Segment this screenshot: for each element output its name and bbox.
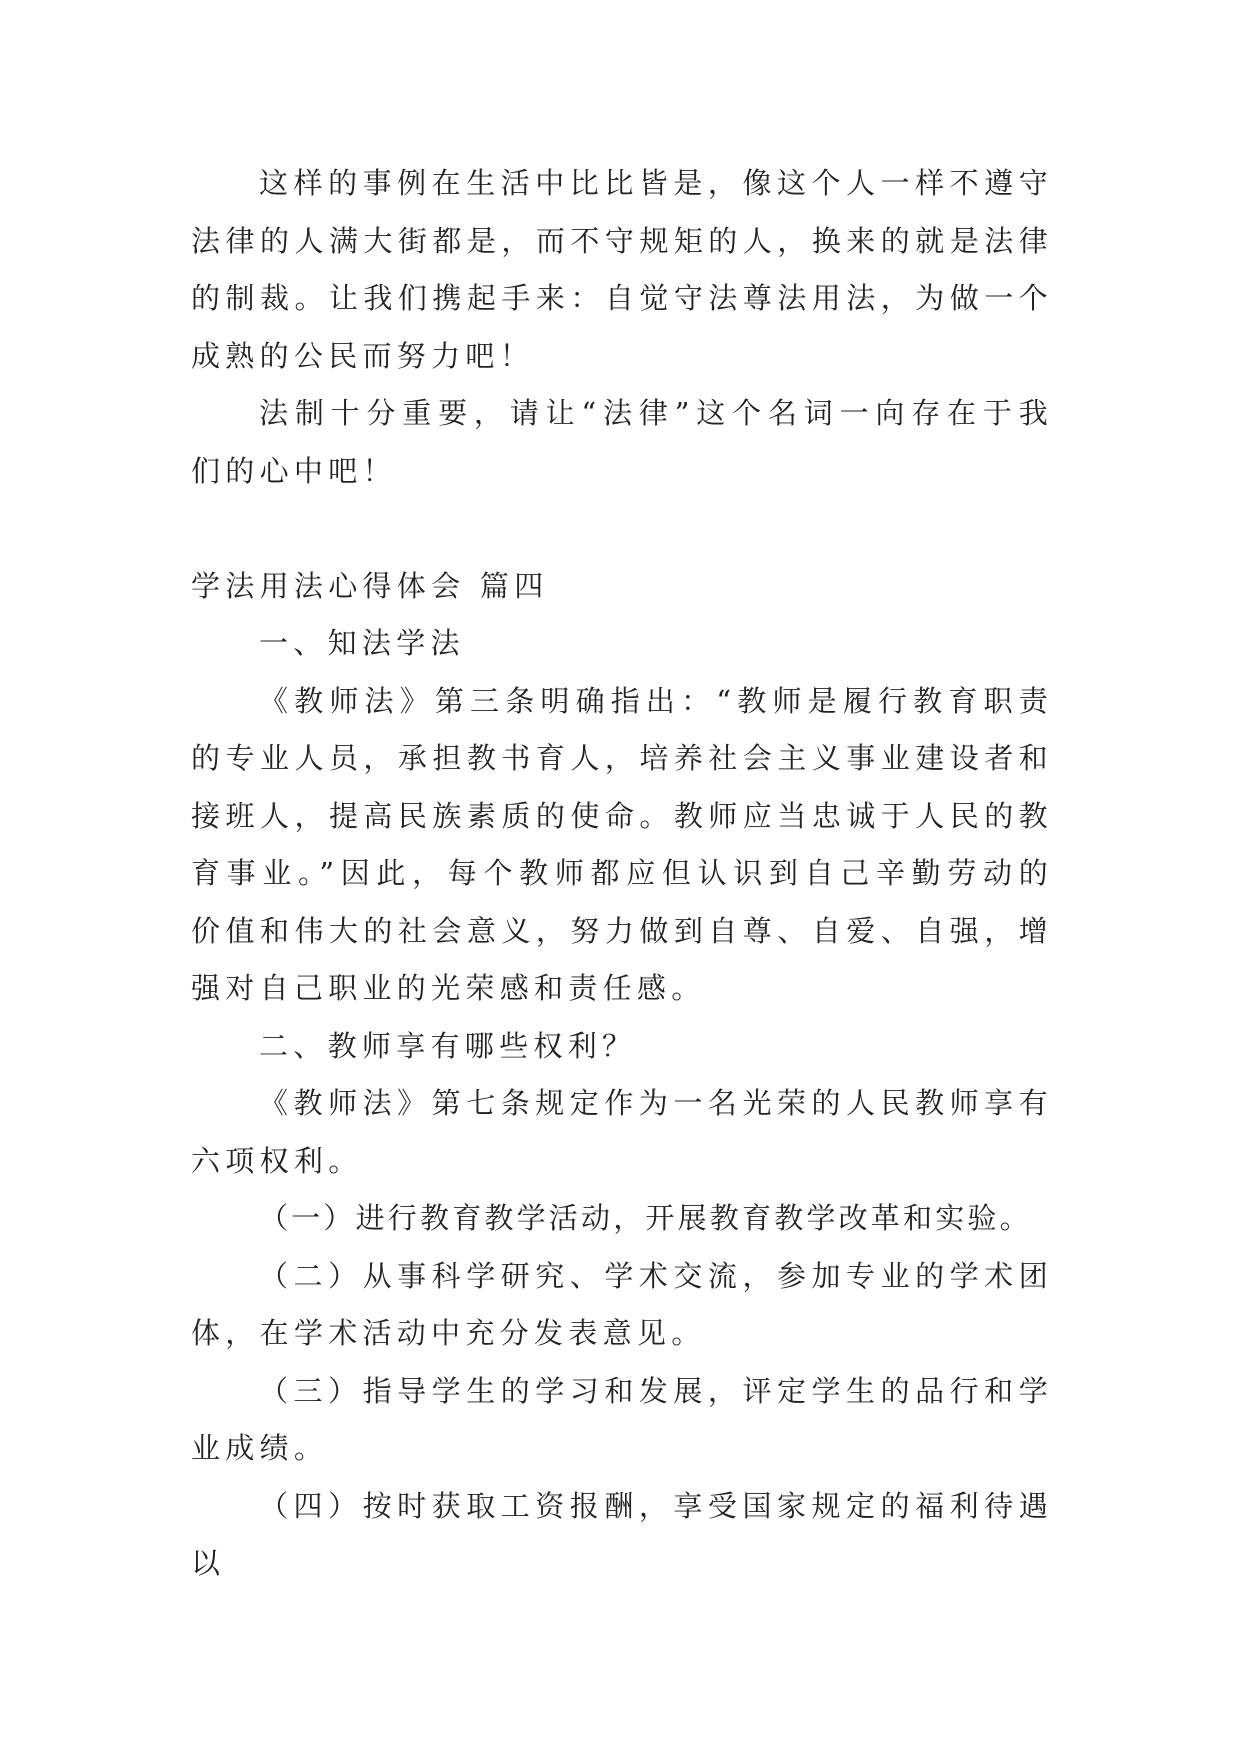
list-item: （二）从事科学研究、学术交流，参加专业的学术团体，在学术活动中充分发表意见。 [191,1258,1053,1350]
body-paragraph: 这样的事例在生活中比比皆是，像这个人一样不遵守法律的人满大街都是，而不守规矩的人，换来的就是法律的制裁。让我们携起手来：自觉守法尊法用法，为做一个成熟的公民而努力吧！ [191,166,1053,373]
document-body [191,155,1053,1593]
subheading: 二、教师享有哪些权利？ [259,1028,637,1063]
list-item: （一）进行教育教学活动，开展教育教学改革和实验。 [259,1201,1032,1235]
body-paragraph: 法制十分重要，请让“法律”这个名词一向存在于我们的心中吧！ [191,396,1053,488]
list-item: （四）按时获取工资报酬，享受国家规定的福利待遇以 [191,1488,1053,1580]
body-paragraph: 《教师法》第三条明确指出：“教师是履行教育职责的专业人员，承担教书育人，培养社会主义事业建设者和接班人，提高民族素质的使命。教师应当忠诚于人民的教育事业。”因此，每个教师都应但认识到自己辛勤劳动的价值和伟大的社会意义，努力做到自尊、自爱、自强，增强对自己职业的光荣感和责任感。 [191,683,1053,1005]
section-title: 学法用法心得体会 篇四 [191,568,549,603]
subheading: 一、知法学法 [259,626,465,660]
list-item: （三）指导学生的学习和发展，评定学生的品行和学业成绩。 [191,1373,1053,1465]
body-paragraph: 《教师法》第七条规定作为一名光荣的人民教师享有六项权利。 [191,1086,1053,1178]
